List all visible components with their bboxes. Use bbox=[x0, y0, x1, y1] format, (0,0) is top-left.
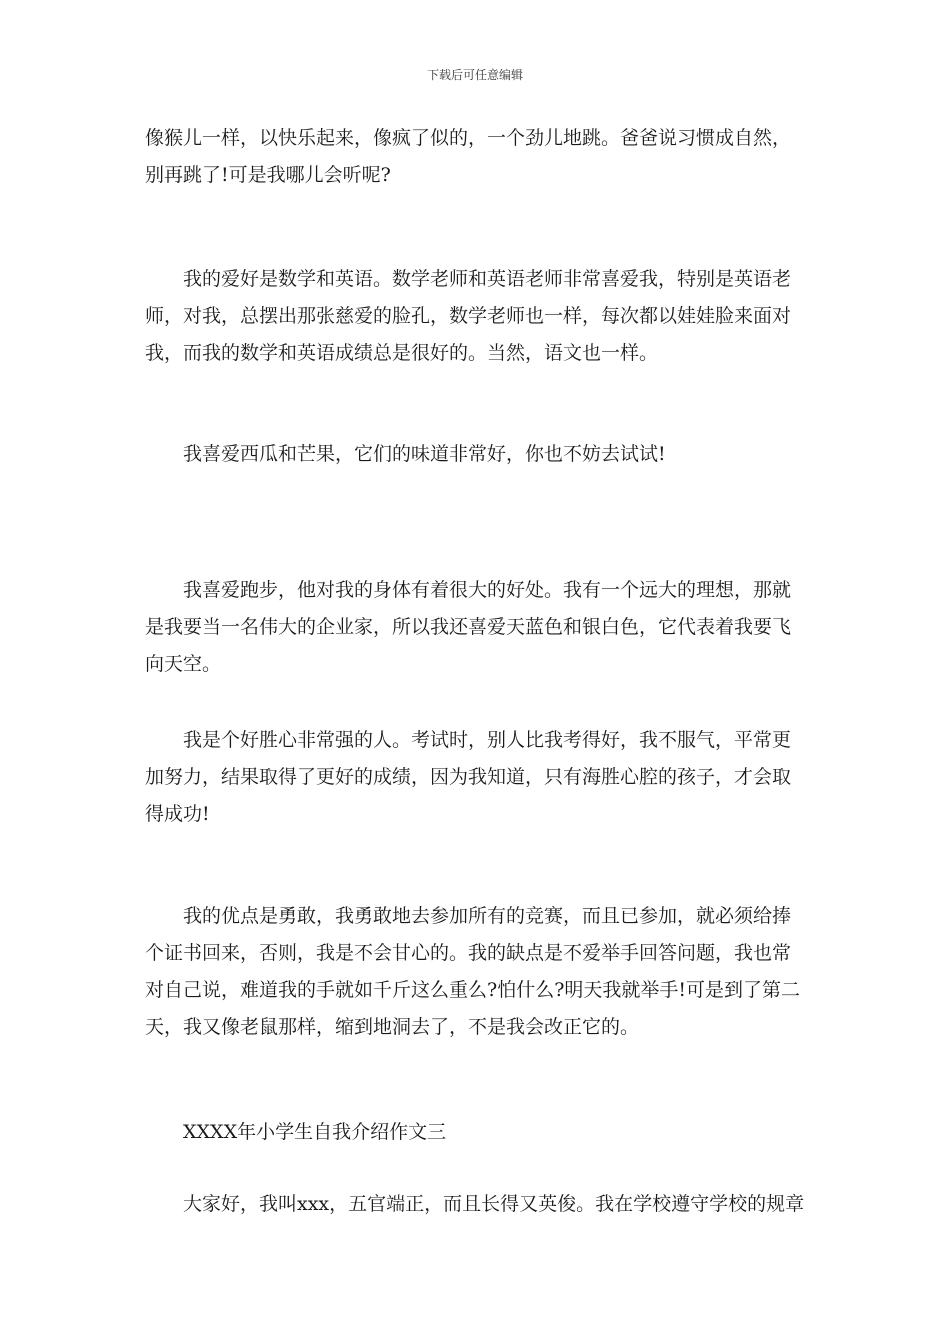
paragraph-4 bbox=[145, 572, 807, 683]
paragraph-6 bbox=[145, 898, 807, 1046]
paragraph-7 bbox=[145, 1186, 807, 1223]
paragraph-line: 对自己说，难道我的手就如千斤这么重么?怕什么?明天我就举手!可是到了第二 bbox=[145, 979, 801, 1001]
paragraph-1 bbox=[145, 120, 807, 194]
paragraph-line: 我的爱好是数学和英语。数学老师和英语老师非常喜爱我，特别是英语老 bbox=[183, 268, 792, 290]
paragraph-line: 像猴儿一样，以快乐起来，像疯了似的，一个劲儿地跳。爸爸说习惯成自然， bbox=[145, 127, 792, 149]
paragraph-3 bbox=[145, 436, 807, 473]
paragraph-line: 我喜爱跑步，他对我的身体有着很大的好处。我有一个远大的理想，那就 bbox=[183, 579, 792, 601]
paragraph-5 bbox=[145, 722, 807, 833]
paragraph-line: 向天空。 bbox=[145, 653, 222, 675]
paragraph-line: 加努力，结果取得了更好的成绩，因为我知道，只有海胜心腔的孩子，才会取 bbox=[145, 766, 792, 788]
paragraph-line: 我，而我的数学和英语成绩总是很好的。当然，语文也一样。 bbox=[145, 342, 659, 364]
paragraph-line: 是我要当一名伟大的企业家，所以我还喜爱天蓝色和银白色，它代表着我要飞 bbox=[145, 616, 792, 638]
paragraph-line: 师，对我，总摆出那张慈爱的脸孔，数学老师也一样，每次都以娃娃脸来面对 bbox=[145, 305, 792, 327]
paragraph-line: 个证书回来，否则，我是不会甘心的。我的缺点是不爱举手回答问题，我也常 bbox=[145, 942, 792, 964]
paragraph-line: 得成功! bbox=[145, 803, 210, 825]
section-heading-text: XXXX年小学生自我介绍作文三 bbox=[183, 1121, 447, 1143]
page-header: 下载后可任意编辑 bbox=[426, 68, 523, 82]
section-heading bbox=[145, 1114, 807, 1151]
paragraph-line: 我是个好胜心非常强的人。考试时，别人比我考得好，我不服气，平常更 bbox=[183, 729, 792, 751]
paragraph-line: 我喜爱西瓜和芒果，它们的味道非常好，你也不妨去试试! bbox=[183, 443, 666, 465]
paragraph-line: 别再跳了!可是我哪儿会听呢? bbox=[145, 164, 391, 186]
paragraph-line: 天，我又像老鼠那样，缩到地洞去了，不是我会改正它的。 bbox=[145, 1016, 640, 1038]
paragraph-line: 我的优点是勇敢，我勇敢地去参加所有的竞赛，而且已参加，就必须给捧 bbox=[183, 905, 792, 927]
paragraph-line: 大家好，我叫xxx，五官端正，而且长得又英俊。我在学校遵守学校的规章 bbox=[183, 1193, 805, 1215]
paragraph-2 bbox=[145, 261, 807, 372]
